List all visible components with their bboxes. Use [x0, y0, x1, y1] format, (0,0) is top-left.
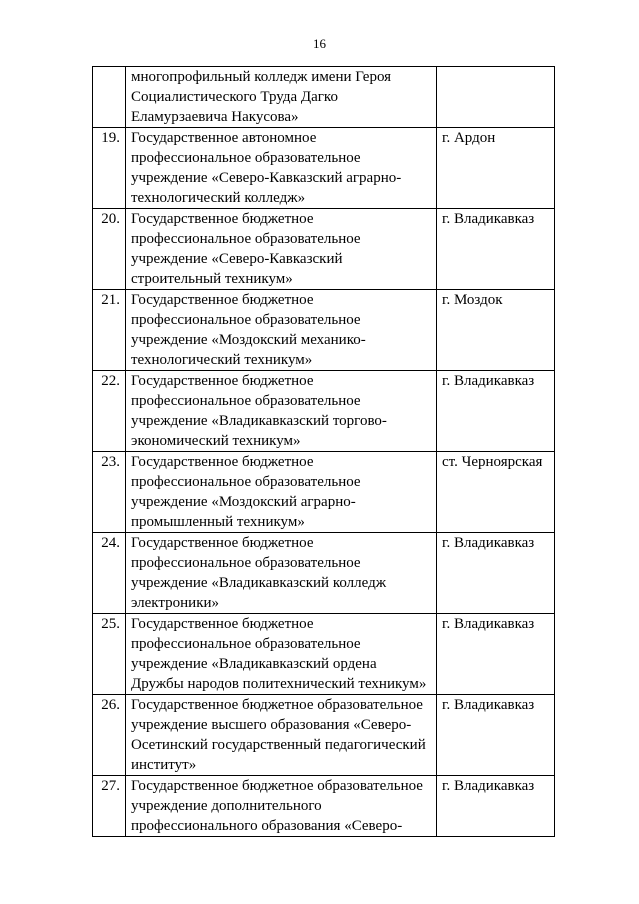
row-number: 25. [93, 614, 126, 695]
row-number: 21. [93, 290, 126, 371]
institution-name: Государственное бюджетное профессиональное образовательное учреждение «Владикавказский торгово- экономический техникум» [126, 371, 437, 452]
institution-city: г. Моздок [437, 290, 555, 371]
institution-name: Государственное бюджетное профессиональное образовательное учреждение «Моздокский аграрно- промышленный техникум» [126, 452, 437, 533]
row-number: 23. [93, 452, 126, 533]
institution-name: Государственное бюджетное профессиональное образовательное учреждение «Владикавказский колледж электроники» [126, 533, 437, 614]
table-row [93, 67, 555, 128]
page-number: 16 [313, 36, 326, 51]
institution-city: г. Владикавказ [437, 614, 555, 695]
institution-name: Государственное бюджетное образовательное учреждение дополнительного профессионального образования «Северо- [126, 776, 437, 837]
row-number: 19. [93, 128, 126, 209]
row-number: 20. [93, 209, 126, 290]
table-row [93, 533, 555, 614]
table-row [93, 290, 555, 371]
institution-name: многопрофильный колледж имени Героя Социалистического Труда Дагко Еламурзаевича Накусова» [126, 67, 437, 128]
table-row [93, 452, 555, 533]
table-row [93, 209, 555, 290]
row-number: 24. [93, 533, 126, 614]
institution-name: Государственное бюджетное профессиональное образовательное учреждение «Владикавказский ордена Дружбы народов политехнический техникум» [126, 614, 437, 695]
row-number [93, 67, 126, 128]
institution-name: Государственное бюджетное образовательное учреждение высшего образования «Северо- Осетинский государственный педагогический институт» [126, 695, 437, 776]
institution-city: г. Ардон [437, 128, 555, 209]
row-number: 27. [93, 776, 126, 837]
institution-city: г. Владикавказ [437, 776, 555, 837]
institution-city: г. Владикавказ [437, 371, 555, 452]
row-number: 22. [93, 371, 126, 452]
table-row [93, 776, 555, 837]
table-row [93, 614, 555, 695]
table-row [93, 128, 555, 209]
institution-city: г. Владикавказ [437, 533, 555, 614]
institution-name: Государственное бюджетное профессиональное образовательное учреждение «Северо-Кавказский строительный техникум» [126, 209, 437, 290]
institution-city: г. Владикавказ [437, 209, 555, 290]
table-row [93, 695, 555, 776]
row-number: 26. [93, 695, 126, 776]
institution-name: Государственное бюджетное профессиональное образовательное учреждение «Моздокский механико- технологический техникум» [126, 290, 437, 371]
institutions-table [92, 66, 555, 837]
institution-city: г. Владикавказ [437, 695, 555, 776]
institution-city [437, 67, 555, 128]
institution-name: Государственное автономное профессиональное образовательное учреждение «Северо-Кавказский аграрно- технологический колледж» [126, 128, 437, 209]
table-row [93, 371, 555, 452]
institution-city: ст. Черноярская [437, 452, 555, 533]
